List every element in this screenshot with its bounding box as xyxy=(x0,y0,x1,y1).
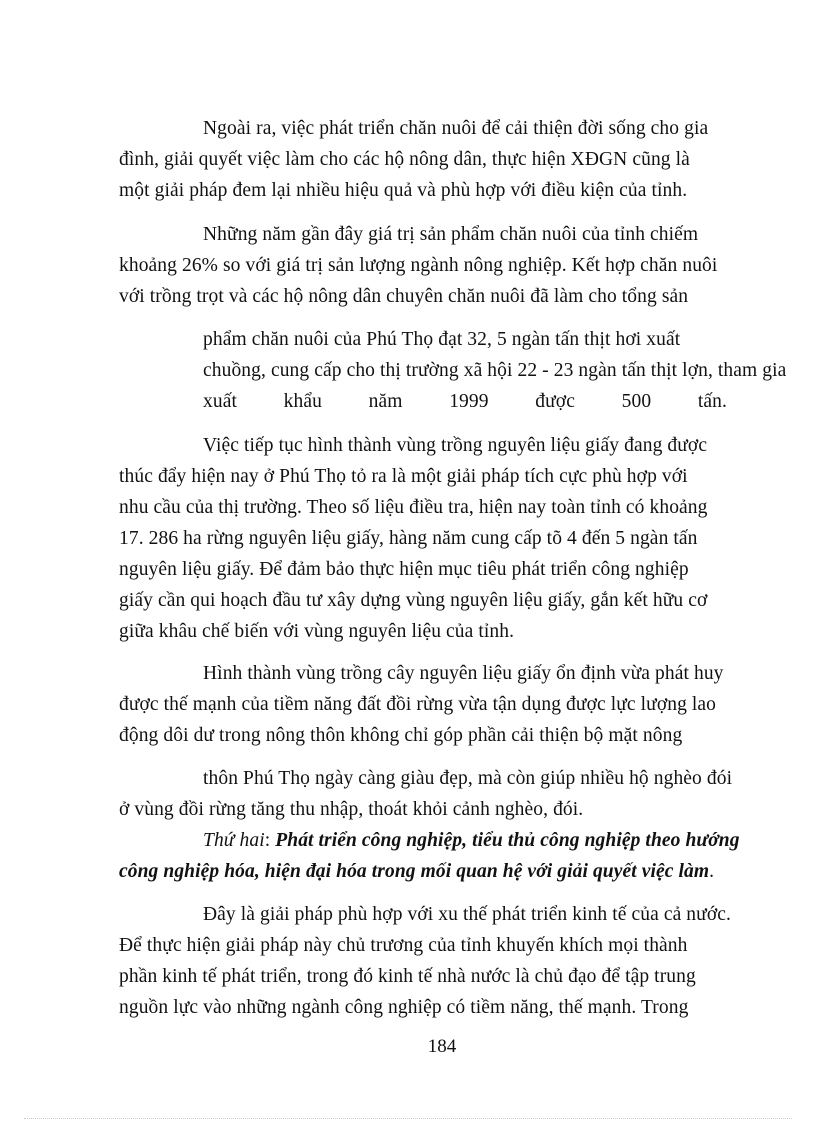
heading-period: . xyxy=(709,861,715,882)
paragraph-5-line-2: được thế mạnh của tiềm năng đất đồi rừng vừa tận dụng được lực lượng lao xyxy=(119,694,717,715)
word: năm xyxy=(368,391,403,412)
paragraph-3-line-3 xyxy=(203,390,727,414)
paragraph-5-line-3: động dôi dư trong nông thôn không chỉ góp phần cải thiện bộ mặt nông xyxy=(119,725,683,746)
word: được xyxy=(535,391,575,412)
paragraph-7-line-1: Đây là giải pháp phù hợp với xu thế phát triển kinh tế của cả nước. xyxy=(203,904,731,925)
paragraph-1-line-2: đình, giải quyết việc làm cho các hộ nông dân, thực hiện XĐGN cũng là xyxy=(119,149,690,170)
word: xuất xyxy=(203,391,237,412)
paragraph-6-line-1: thôn Phú Thọ ngày càng giàu đẹp, mà còn giúp nhiều hộ nghèo đói xyxy=(203,768,733,789)
word: tấn. xyxy=(697,391,727,412)
paragraph-3-line-2: chuồng, cung cấp cho thị trường xã hội 22 - 23 ngàn tấn thịt lợn, tham gia xyxy=(203,360,787,381)
paragraph-4-line-6: giấy cần qui hoạch đầu tư xây dựng vùng nguyên liệu giấy, gắn kết hữu cơ xyxy=(119,590,708,611)
paragraph-2-line-3: với trồng trọt và các hộ nông dân chuyên chăn nuôi đã làm cho tổng sản xyxy=(119,286,689,307)
heading-title-part-2: công nghiệp hóa, hiện đại hóa trong mối quan hệ với giải quyết việc làm xyxy=(119,861,710,882)
section-heading-line-1 xyxy=(203,829,740,853)
paragraph-4-line-4: 17. 286 ha rừng nguyên liệu giấy, hàng năm cung cấp tõ 4 đến 5 ngàn tấn xyxy=(119,528,698,549)
paragraph-2-line-2: khoảng 26% so với giá trị sản lượng ngành nông nghiệp. Kết hợp chăn nuôi xyxy=(119,255,718,276)
heading-title-part-1: Phát triển công nghiệp, tiểu thủ công nghiệp theo hướng xyxy=(275,830,740,851)
paragraph-5-line-1: Hình thành vùng trồng cây nguyên liệu giấy ổn định vừa phát huy xyxy=(203,663,724,684)
paragraph-7-line-3: phần kinh tế phát triển, trong đó kinh tế nhà nước là chủ đạo để tập trung xyxy=(119,966,696,987)
heading-colon: : xyxy=(264,830,276,851)
paragraph-3-line-1: phẩm chăn nuôi của Phú Thọ đạt 32, 5 ngàn tấn thịt hơi xuất xyxy=(203,329,681,350)
paragraph-4-line-2: thúc đẩy hiện nay ở Phú Thọ tỏ ra là một giải pháp tích cực phù hợp với xyxy=(119,466,688,487)
paragraph-2-line-1: Những năm gần đây giá trị sản phẩm chăn nuôi của tỉnh chiếm xyxy=(203,224,699,245)
paragraph-4-line-1: Việc tiếp tục hình thành vùng trồng nguyên liệu giấy đang được xyxy=(203,435,708,456)
page-bottom-divider xyxy=(24,1118,792,1119)
word: 1999 xyxy=(449,391,489,412)
paragraph-1-line-3: một giải pháp đem lại nhiều hiệu quả và phù hợp với điều kiện của tỉnh. xyxy=(119,180,688,201)
paragraph-7-line-2: Để thực hiện giải pháp này chủ trương của tỉnh khuyến khích mọi thành xyxy=(119,935,688,956)
paragraph-7-line-4: nguồn lực vào những ngành công nghiệp có tiềm năng, thế mạnh. Trong xyxy=(119,997,689,1018)
word: khẩu xyxy=(283,391,322,412)
paragraph-1-line-1: Ngoài ra, việc phát triển chăn nuôi để cải thiện đời sống cho gia xyxy=(203,118,709,139)
heading-label: Thứ hai xyxy=(203,830,265,851)
paragraph-4-line-3: nhu cầu của thị trường. Theo số liệu điều tra, hiện nay toàn tỉnh có khoảng xyxy=(119,497,708,518)
section-heading-line-2 xyxy=(119,860,714,884)
word: 500 xyxy=(621,391,652,412)
paragraph-4-line-7: giữa khâu chế biến với vùng nguyên liệu của tỉnh. xyxy=(119,621,515,642)
paragraph-6-line-2: ở vùng đồi rừng tăng thu nhập, thoát khỏi cảnh nghèo, đói. xyxy=(119,799,584,820)
page-number: 184 xyxy=(427,1036,457,1057)
paragraph-4-line-5: nguyên liệu giấy. Để đảm bảo thực hiện mục tiêu phát triển công nghiệp xyxy=(119,559,689,580)
